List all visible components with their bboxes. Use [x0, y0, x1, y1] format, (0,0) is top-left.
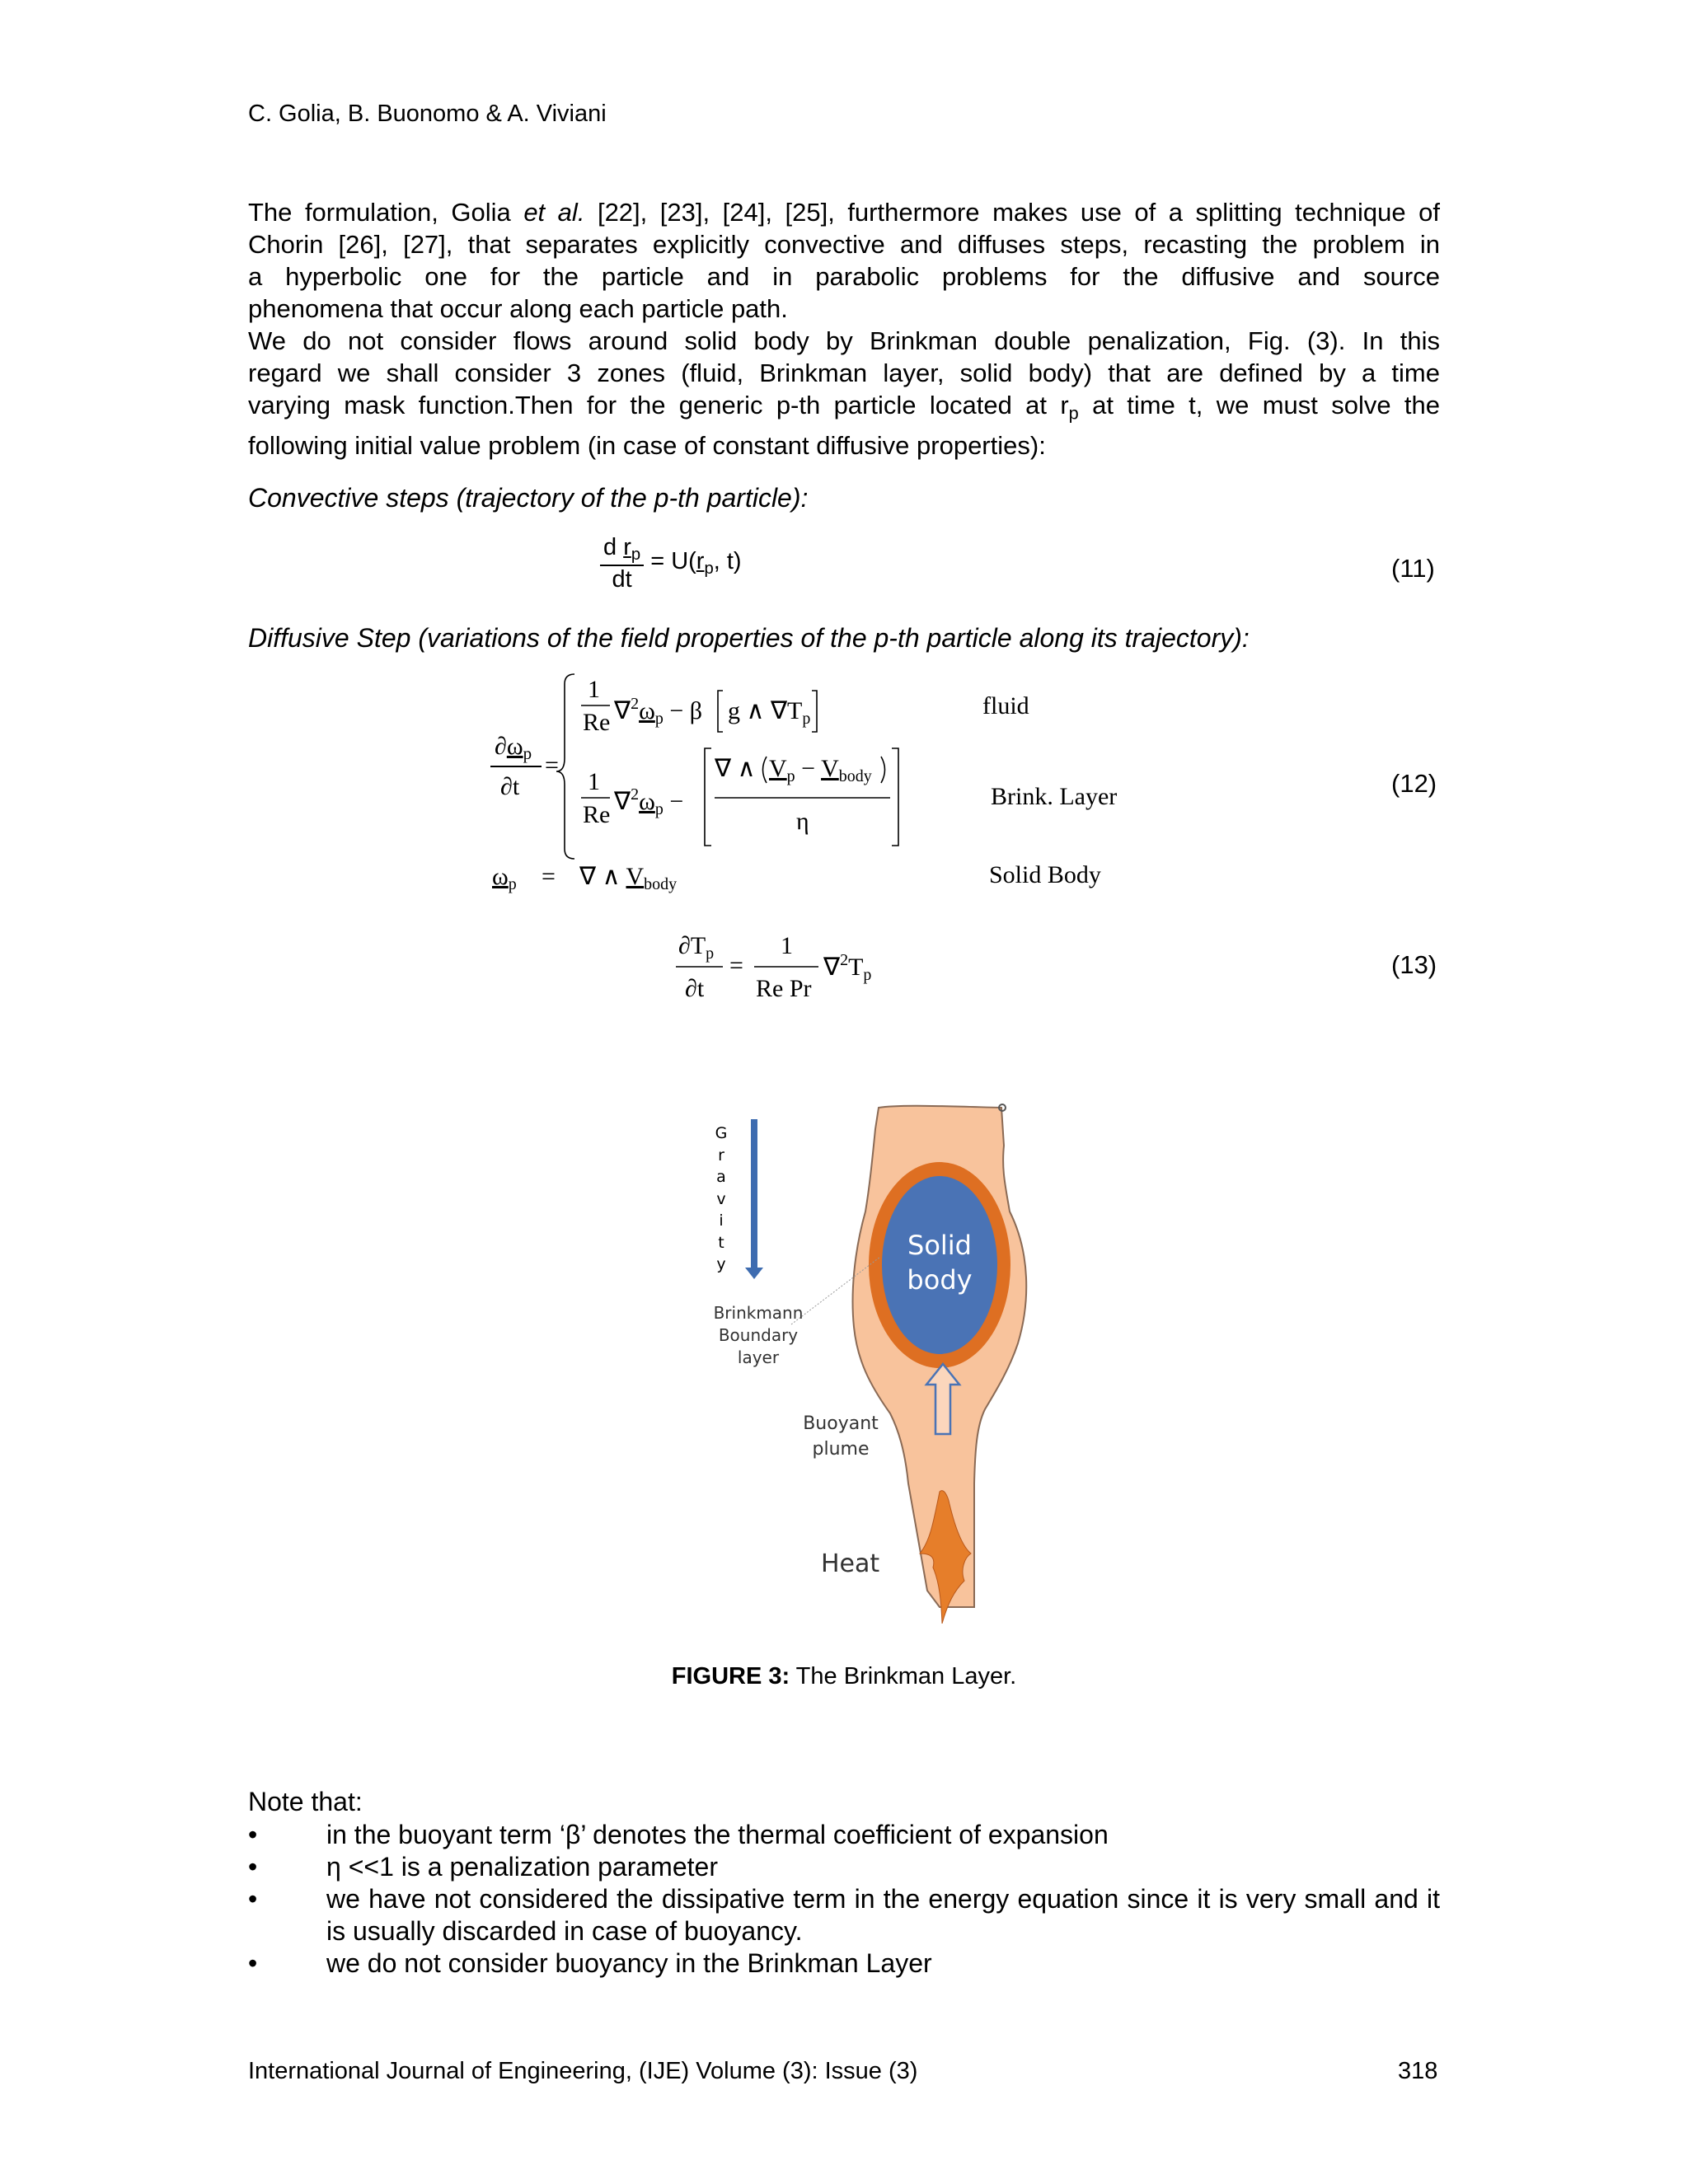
paragraph-1-line-1: The formulation, Golia et al. [22], [23], [24], [25], furthermore makes use of a splitting technique of — [248, 198, 1440, 227]
eq11-fraction: $\frac{d r_p}{dt}$ — [600, 534, 644, 593]
svg-text:Re: Re — [583, 709, 611, 736]
heat-label: Heat — [821, 1549, 880, 1578]
buoyant-label-line-1: Buoyant — [803, 1413, 879, 1434]
svg-text:∂Tp: $\partial T_p$ — [678, 932, 715, 963]
gravity-letter: t — [718, 1233, 724, 1252]
svg-text:∇2ωp − β: $\nabla^2\omega_p - \beta$ — [614, 695, 703, 728]
figure-caption-label: FIGURE 3: — [671, 1663, 790, 1690]
brinkmann-label-line-1: Brinkmann — [713, 1303, 804, 1323]
footer-page-number: 318 — [1398, 2058, 1438, 2084]
note-bullet-text: in the buoyant term ‘β’ denotes the thermal coefficient of expansion — [326, 1820, 1109, 1849]
gravity-letter: r — [718, 1146, 724, 1165]
note-bullet-item — [248, 1819, 1440, 1851]
paragraph-1-line-4: phenomena that occur along each particle path. — [248, 294, 788, 323]
svg-text:Re Pr: Re Pr — [756, 975, 812, 1002]
bullet-symbol: • — [248, 1948, 258, 1978]
running-header: C. Golia, B. Buonomo & A. Viviani — [248, 101, 607, 127]
svg-text:g ∧ ∇Tp: g ∧ $\nabla T_p$ — [728, 697, 811, 728]
svg-text:1: 1 — [781, 932, 793, 959]
svg-text:∇2Tp: $\nabla^2T_p$ — [823, 951, 872, 984]
paragraph-2-line-1: We do not consider flows around solid body by Brinkman double penalization, Fig. (3). In this — [248, 326, 1440, 355]
gravity-arrow-head — [745, 1268, 763, 1279]
solid-body-label-line-2: body — [907, 1264, 973, 1296]
bullet-symbol: • — [248, 1852, 258, 1882]
note-bullet-item — [248, 1851, 1440, 1883]
paragraph-1-line-2: Chorin [26], [27], that separates explicitly convective and diffuses steps, recasting the problem in — [248, 230, 1440, 259]
brinkmann-label-line-2: Boundary — [718, 1325, 799, 1345]
note-bullet-item — [248, 1883, 1440, 1947]
eq12-label-brink-layer: Brink. Layer — [991, 783, 1118, 810]
brinkmann-label-line-3: layer — [737, 1347, 780, 1367]
brinkmann-boundary-label — [701, 1302, 816, 1369]
note-bullet-text: we have not considered the dissipative term in the energy equation since it is very small and it is usually discarded in case of buoyancy. — [326, 1884, 1440, 1946]
bullet-symbol: • — [248, 1884, 258, 1914]
note-bullet-text: we do not consider buoyancy in the Brinkman Layer — [326, 1948, 932, 1978]
solid-body-label-line-1: Solid — [907, 1230, 972, 1261]
svg-text:∂t: ∂t — [500, 773, 520, 800]
svg-text:∂t: ∂t — [685, 975, 705, 1002]
paragraph-1 — [248, 196, 1440, 325]
svg-text:Re: Re — [583, 801, 611, 828]
equation-12 — [482, 666, 927, 905]
gravity-letter: a — [716, 1168, 726, 1186]
footer-journal: International Journal of Engineering, (IJE) Volume (3): Issue (3) — [248, 2058, 918, 2084]
paragraph-1-line-3: a hyperbolic one for the particle and in parabolic problems for the diffusive and source — [248, 262, 1440, 291]
equation-11: $\frac{d r_p}{dt}$ = $U(r_p$, t) — [600, 534, 742, 593]
solid-body-label — [898, 1228, 981, 1297]
svg-text:∇ ∧ Vbody: ∇ ∧ $V_{body}$ — [579, 863, 678, 893]
convective-heading: Convective steps (trajectory of the p-th particle): — [248, 483, 809, 513]
svg-text:=: = — [729, 952, 743, 979]
eq12-label-fluid: fluid — [982, 692, 1029, 719]
svg-text:=: = — [545, 752, 559, 779]
bullet-symbol: • — [248, 1820, 258, 1849]
note-bullet-text: η <<1 is a penalization parameter — [326, 1852, 718, 1882]
svg-text:∂ωp: $\partial\omega_p$ — [495, 733, 532, 763]
diffusive-heading: Diffusive Step (variations of the field properties of the p-th particle along its trajectory): — [248, 623, 1250, 653]
figure-caption — [0, 1663, 1688, 1690]
svg-text:Vp − Vbody: $V_p - V_{body}$ — [769, 755, 872, 785]
figure-caption-text: The Brinkman Layer. — [790, 1663, 1017, 1690]
equation-13 — [672, 927, 886, 1010]
equation-12-number: (12) — [1391, 769, 1437, 798]
paragraph-2-line-4: following initial value problem (in case of constant diffusive properties): — [248, 430, 1046, 460]
gravity-label — [713, 1122, 729, 1276]
svg-text:ωp: $\omega_p$ — [492, 863, 517, 893]
svg-text:∇2ωp −: $\nabla^2\omega_p$ − — [614, 785, 684, 818]
paragraph-2-line-2: regard we shall consider 3 zones (fluid, Brinkman layer, solid body) that are defined by a time — [248, 359, 1440, 387]
eq12-label-solid-body: Solid Body — [989, 861, 1101, 888]
gravity-letter: i — [719, 1212, 724, 1230]
svg-text:η: η — [796, 808, 809, 835]
note-bullet-list — [248, 1819, 1440, 1980]
gravity-arrow-shaft — [751, 1119, 757, 1268]
svg-text:∇ ∧: ∇ ∧ — [715, 755, 756, 782]
svg-text:1: 1 — [588, 768, 600, 795]
svg-text:1: 1 — [588, 676, 600, 703]
gravity-letter: v — [716, 1189, 726, 1208]
equation-13-number: (13) — [1391, 950, 1437, 979]
note-bullet-item — [248, 1947, 1440, 1980]
svg-text:=: = — [542, 863, 556, 890]
gravity-letter: G — [715, 1124, 728, 1142]
buoyant-label-line-2: plume — [812, 1439, 870, 1460]
paragraph-2-line-3: varying mask function.Then for the generic p-th particle located at $r_p$ at time t, we must solve the — [248, 391, 1441, 424]
paragraph-2 — [248, 325, 1440, 462]
buoyant-plume-label — [791, 1411, 890, 1462]
equation-11-number: (11) — [1391, 554, 1435, 583]
note-title: Note that: — [248, 1787, 363, 1816]
gravity-letter: y — [716, 1255, 726, 1273]
